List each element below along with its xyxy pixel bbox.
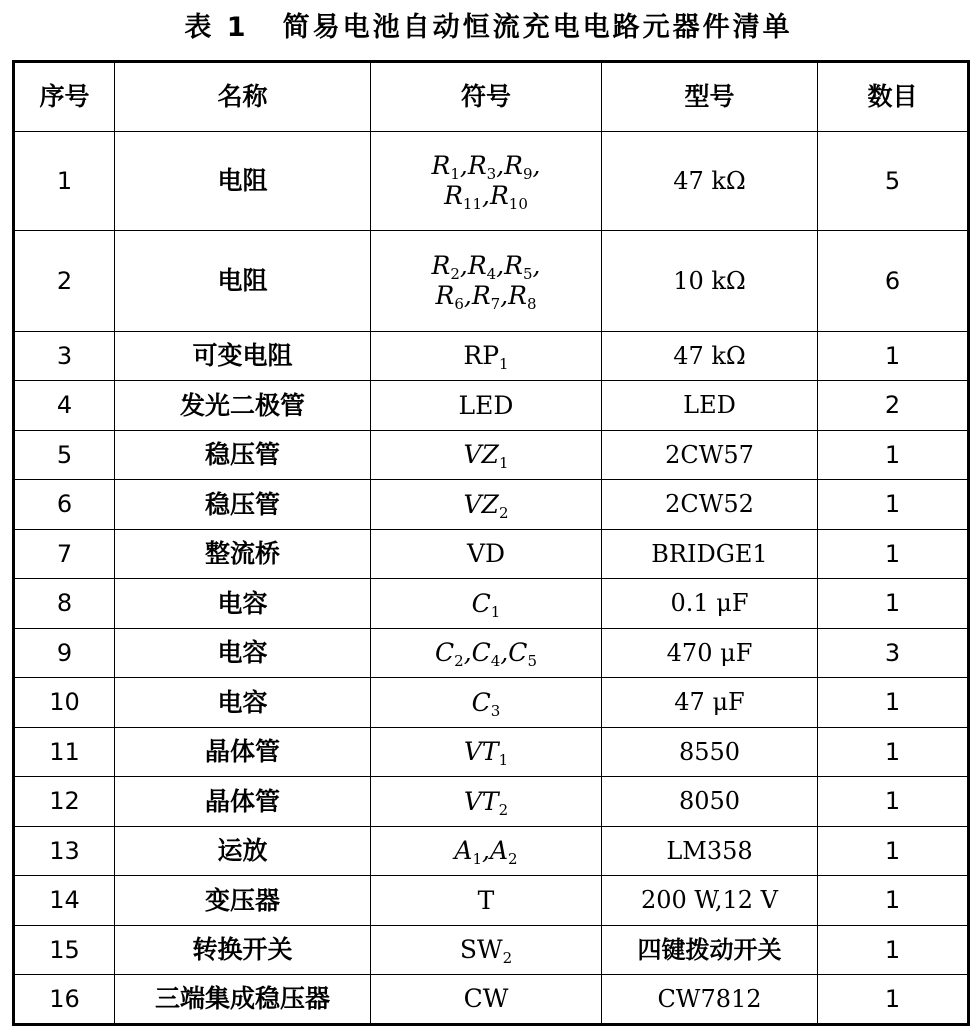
- cell-qty: 1: [818, 529, 969, 578]
- symbol-main: R: [508, 280, 527, 310]
- cell-seq: 16: [14, 975, 115, 1025]
- symbol-separator: ,: [496, 250, 505, 280]
- cell-model: BRIDGE1: [602, 529, 818, 578]
- cell-name: 转换开关: [115, 925, 371, 974]
- symbol-subscript: 1: [472, 850, 483, 869]
- table-row: [14, 579, 969, 628]
- symbol-main: SW: [459, 935, 503, 965]
- cell-qty: 2: [818, 381, 969, 430]
- cell-seq: 9: [14, 628, 115, 677]
- symbol-separator: ,: [459, 150, 468, 180]
- symbol-main: R: [431, 250, 451, 280]
- symbol-subscript: 1: [498, 751, 509, 770]
- cell-model: 10 kΩ: [602, 230, 818, 331]
- symbol-separator: ,: [532, 250, 541, 280]
- table-number: 表 1: [184, 12, 249, 43]
- cell-qty: 3: [818, 628, 969, 677]
- symbol-subscript: 3: [486, 164, 497, 183]
- symbol-separator: ,: [482, 180, 490, 210]
- table-row: [14, 332, 969, 381]
- symbol-main: A: [454, 836, 473, 866]
- cell-name: 稳压管: [115, 480, 371, 529]
- cell-name: 晶体管: [115, 777, 371, 826]
- cell-symbol: [371, 430, 602, 479]
- cell-name: 三端集成稳压器: [115, 975, 371, 1025]
- cell-name: 电阻: [115, 230, 371, 331]
- cell-seq: 13: [14, 826, 115, 875]
- cell-name: 运放: [115, 826, 371, 875]
- symbol-subscript: 2: [508, 850, 518, 869]
- cell-model: 47 μF: [602, 678, 818, 727]
- table-body: [14, 132, 969, 1025]
- symbol-main: R: [435, 280, 455, 310]
- symbol-main: C: [508, 638, 528, 668]
- symbol-main: A: [489, 836, 509, 866]
- symbol-separator: ,: [496, 150, 505, 180]
- cell-symbol: [371, 628, 602, 677]
- symbol-main: R: [504, 150, 523, 180]
- symbol-subscript: 11: [462, 194, 483, 213]
- cell-seq: 12: [14, 777, 115, 826]
- symbol-separator: ,: [463, 280, 472, 310]
- symbol-subscript: 7: [490, 294, 501, 313]
- symbol-main: VT: [463, 786, 499, 816]
- symbol-main: VZ: [463, 489, 499, 519]
- symbol-subscript: 2: [498, 800, 509, 819]
- symbol-separator: ,: [459, 250, 468, 280]
- table-row: [14, 876, 969, 925]
- table-row: [14, 480, 969, 529]
- cell-seq: 5: [14, 430, 115, 479]
- cell-seq: 11: [14, 727, 115, 776]
- symbol-main: RP: [463, 341, 500, 371]
- cell-qty: 6: [818, 230, 969, 331]
- table-row: [14, 529, 969, 578]
- cell-qty: 1: [818, 727, 969, 776]
- components-table: [12, 60, 970, 1026]
- cell-qty: 1: [818, 332, 969, 381]
- cell-model: 2CW52: [602, 480, 818, 529]
- cell-symbol: [371, 529, 602, 578]
- cell-qty: 1: [818, 925, 969, 974]
- table-row: [14, 132, 969, 231]
- table-row: [14, 381, 969, 430]
- cell-symbol: [371, 132, 602, 231]
- symbol-main: R: [504, 250, 523, 280]
- symbol-separator: ,: [500, 638, 509, 668]
- col-header-name: 名称: [115, 62, 371, 132]
- symbol-line: [371, 151, 601, 181]
- cell-name: 电容: [115, 628, 371, 677]
- symbol-main: VZ: [463, 440, 499, 470]
- symbol-main: R: [467, 250, 487, 280]
- symbol-main: C: [435, 638, 455, 668]
- table-row: [14, 430, 969, 479]
- symbol-subscript: 6: [454, 294, 464, 313]
- cell-name: 变压器: [115, 876, 371, 925]
- cell-name: 电容: [115, 678, 371, 727]
- symbol-subscript: 9: [522, 164, 533, 183]
- cell-seq: 2: [14, 230, 115, 331]
- cell-seq: 4: [14, 381, 115, 430]
- cell-symbol: [371, 332, 602, 381]
- cell-seq: 10: [14, 678, 115, 727]
- symbol-subscript: 1: [490, 602, 501, 621]
- symbol-subscript: 3: [490, 701, 501, 720]
- col-header-model: 型号: [602, 62, 818, 132]
- symbol-line: [371, 281, 601, 311]
- symbol-subscript: 1: [498, 454, 509, 473]
- cell-name: 稳压管: [115, 430, 371, 479]
- symbol-separator: ,: [500, 280, 509, 310]
- cell-seq: 6: [14, 480, 115, 529]
- cell-model: 8550: [602, 727, 818, 776]
- cell-name: 电容: [115, 579, 371, 628]
- cell-qty: 1: [818, 876, 969, 925]
- symbol-subscript: 5: [527, 652, 537, 671]
- symbol-main: C: [471, 638, 491, 668]
- symbol-main: VD: [466, 539, 506, 569]
- table-row: [14, 975, 969, 1025]
- table-row: [14, 727, 969, 776]
- cell-qty: 1: [818, 975, 969, 1025]
- table-title: 简易电池自动恒流充电电路元器件清单: [282, 12, 793, 43]
- header-row: [14, 62, 969, 132]
- col-header-qty: 数目: [818, 62, 969, 132]
- cell-symbol: [371, 876, 602, 925]
- cell-model: 四键拨动开关: [602, 925, 818, 974]
- symbol-main: T: [477, 885, 495, 915]
- symbol-subscript: 2: [450, 264, 460, 283]
- symbol-main: R: [471, 280, 491, 310]
- cell-model: 470 μF: [602, 628, 818, 677]
- cell-seq: 3: [14, 332, 115, 381]
- symbol-subscript: 1: [450, 164, 460, 183]
- table-row: [14, 925, 969, 974]
- symbol-subscript: 2: [498, 503, 509, 522]
- symbol-subscript: 2: [454, 652, 464, 671]
- symbol-line: [371, 251, 601, 281]
- cell-qty: 5: [818, 132, 969, 231]
- cell-qty: 1: [818, 678, 969, 727]
- cell-model: LED: [602, 381, 818, 430]
- cell-seq: 8: [14, 579, 115, 628]
- symbol-separator: ,: [482, 836, 490, 866]
- cell-seq: 1: [14, 132, 115, 231]
- table-row: [14, 826, 969, 875]
- cell-seq: 14: [14, 876, 115, 925]
- symbol-subscript: 4: [486, 264, 497, 283]
- symbol-main: R: [467, 150, 487, 180]
- symbol-separator: ,: [532, 150, 541, 180]
- symbol-main: R: [431, 150, 451, 180]
- cell-symbol: [371, 579, 602, 628]
- cell-symbol: [371, 826, 602, 875]
- cell-model: 47 kΩ: [602, 132, 818, 231]
- cell-model: CW7812: [602, 975, 818, 1025]
- cell-model: 200 W,12 V: [602, 876, 818, 925]
- cell-symbol: [371, 777, 602, 826]
- cell-name: 可变电阻: [115, 332, 371, 381]
- cell-symbol: [371, 678, 602, 727]
- cell-qty: 1: [818, 826, 969, 875]
- symbol-subscript: 5: [522, 264, 533, 283]
- col-header-seq: 序号: [14, 62, 115, 132]
- cell-symbol: [371, 975, 602, 1025]
- cell-model: 2CW57: [602, 430, 818, 479]
- cell-symbol: [371, 230, 602, 331]
- symbol-subscript: 1: [499, 355, 509, 374]
- table-row: [14, 230, 969, 331]
- cell-name: 电阻: [115, 132, 371, 231]
- table-row: [14, 777, 969, 826]
- cell-symbol: [371, 925, 602, 974]
- cell-model: 47 kΩ: [602, 332, 818, 381]
- symbol-main: C: [471, 687, 491, 717]
- cell-qty: 1: [818, 430, 969, 479]
- cell-qty: 1: [818, 480, 969, 529]
- cell-seq: 15: [14, 925, 115, 974]
- symbol-main: LED: [458, 390, 514, 420]
- col-header-symbol: 符号: [371, 62, 602, 132]
- symbol-line: [371, 181, 601, 211]
- cell-model: 0.1 μF: [602, 579, 818, 628]
- cell-symbol: [371, 727, 602, 776]
- cell-model: 8050: [602, 777, 818, 826]
- symbol-subscript: 2: [502, 949, 513, 968]
- cell-name: 发光二极管: [115, 381, 371, 430]
- cell-symbol: [371, 480, 602, 529]
- symbol-main: C: [471, 588, 491, 618]
- table-row: [14, 628, 969, 677]
- symbol-subscript: 8: [526, 294, 537, 313]
- symbol-separator: ,: [463, 638, 472, 668]
- symbol-main: CW: [463, 984, 509, 1014]
- symbol-main: VT: [463, 737, 499, 767]
- symbol-subscript: 4: [490, 652, 501, 671]
- cell-symbol: [371, 381, 602, 430]
- table-caption: [0, 6, 977, 50]
- table-row: [14, 678, 969, 727]
- cell-model: LM358: [602, 826, 818, 875]
- symbol-main: R: [444, 180, 463, 210]
- cell-name: 整流桥: [115, 529, 371, 578]
- cell-seq: 7: [14, 529, 115, 578]
- symbol-main: R: [489, 180, 509, 210]
- cell-qty: 1: [818, 579, 969, 628]
- symbol-subscript: 10: [508, 194, 528, 213]
- cell-qty: 1: [818, 777, 969, 826]
- cell-name: 晶体管: [115, 727, 371, 776]
